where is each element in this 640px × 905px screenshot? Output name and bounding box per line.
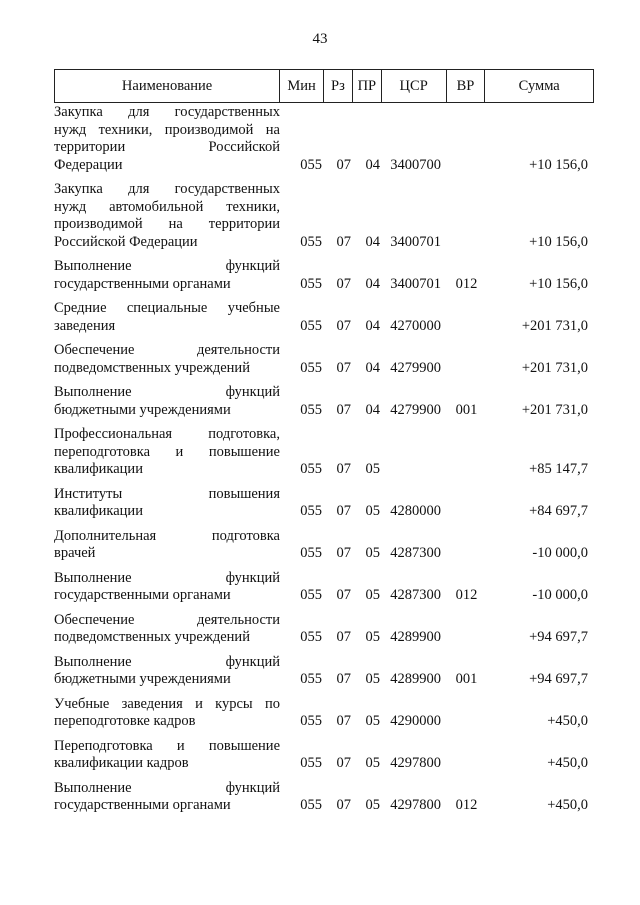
row-sum: +201 731,0	[521, 359, 588, 376]
row-sum: -10 000,0	[532, 587, 588, 603]
row-pr: 05	[365, 461, 380, 477]
header-csr: ЦСР	[382, 70, 447, 102]
row-rz: 07	[336, 156, 351, 173]
row-name-line: квалификации	[54, 461, 143, 477]
row-name-line: переподготовке кадров	[54, 713, 196, 729]
row-sum: +10 156,0	[529, 275, 588, 292]
row-min: 055	[300, 503, 322, 519]
row-name	[54, 696, 280, 731]
row-name	[54, 528, 280, 563]
row-name-line: Обеспечение деятельности	[54, 342, 280, 358]
row-name-line: Выполнение функций	[54, 258, 280, 274]
row-name-line: нужд техники, производимой на	[54, 121, 280, 138]
row-rz: 07	[336, 587, 351, 603]
row-csr: 4279900	[390, 359, 441, 376]
row-csr: 4280000	[390, 503, 441, 519]
row-name-line: нужд автомобильной техники,	[54, 198, 280, 215]
table-row	[54, 612, 594, 647]
row-name	[54, 258, 280, 293]
header-vr: ВР	[447, 70, 486, 102]
row-pr: 05	[365, 545, 380, 561]
row-name	[54, 426, 280, 479]
row-pr: 04	[365, 359, 380, 376]
row-min: 055	[300, 629, 322, 645]
table-body	[54, 104, 594, 822]
row-pr: 05	[365, 671, 380, 687]
row-csr: 4289900	[390, 671, 441, 687]
row-csr: 4289900	[390, 629, 441, 645]
row-sum: +450,0	[547, 797, 588, 813]
table-row	[54, 104, 594, 174]
row-name	[54, 570, 280, 605]
row-sum: +10 156,0	[529, 233, 588, 250]
row-name-line: врачей	[54, 545, 96, 561]
table-row	[54, 780, 594, 815]
row-name-line: Закупка для государственных	[54, 181, 280, 197]
row-sum: +450,0	[547, 713, 588, 729]
row-csr: 4279900	[390, 401, 441, 418]
table-row	[54, 654, 594, 689]
table-row	[54, 181, 594, 251]
row-rz: 07	[336, 545, 351, 561]
row-csr: 4290000	[390, 713, 441, 729]
row-min: 055	[300, 275, 322, 292]
row-name-line: Выполнение функций	[54, 384, 280, 400]
row-min: 055	[300, 461, 322, 477]
row-csr: 4287300	[390, 545, 441, 561]
row-name-line: Федерации	[54, 156, 123, 173]
row-name-line: государственными органами	[54, 275, 231, 292]
header-min: Мин	[280, 70, 324, 102]
row-name	[54, 738, 280, 773]
table-row	[54, 738, 594, 773]
row-rz: 07	[336, 401, 351, 418]
row-name-line: территории Российской	[54, 139, 280, 155]
row-name-line: Обеспечение деятельности	[54, 611, 280, 628]
row-min: 055	[300, 317, 322, 334]
row-pr: 04	[365, 156, 380, 173]
row-name-line: Институты повышения	[54, 485, 280, 502]
row-name-line: Средние специальные учебные	[54, 300, 280, 316]
row-pr: 05	[365, 587, 380, 603]
row-min: 055	[300, 671, 322, 687]
row-name	[54, 384, 280, 419]
row-rz: 07	[336, 671, 351, 687]
row-csr: 3400701	[390, 233, 441, 250]
row-sum: +94 697,7	[529, 671, 588, 687]
row-csr: 3400700	[390, 156, 441, 173]
row-rz: 07	[336, 503, 351, 519]
row-rz: 07	[336, 461, 351, 477]
header-pr: ПР	[353, 70, 382, 102]
row-min: 055	[300, 545, 322, 561]
row-pr: 04	[365, 401, 380, 418]
row-sum: +201 731,0	[521, 401, 588, 418]
row-name-line: государственными органами	[54, 587, 231, 603]
row-sum: +10 156,0	[529, 156, 588, 173]
row-name-line: Учебные заведения и курсы по	[54, 695, 280, 712]
row-sum: +94 697,7	[529, 629, 588, 645]
row-name	[54, 181, 280, 251]
row-name-line: подведомственных учреждений	[54, 629, 250, 645]
row-name-line: квалификации кадров	[54, 755, 189, 771]
row-name	[54, 486, 280, 521]
row-name-line: Дополнительная подготовка	[54, 527, 280, 544]
row-name	[54, 104, 280, 174]
row-csr: 4297800	[390, 755, 441, 771]
row-name-line: Закупка для государственных	[54, 104, 280, 120]
row-rz: 07	[336, 797, 351, 813]
row-name	[54, 654, 280, 689]
table-row	[54, 570, 594, 605]
row-vr: 012	[455, 587, 478, 603]
row-name-line: бюджетными учреждениями	[54, 401, 231, 418]
table-row	[54, 384, 594, 419]
row-sum: +85 147,7	[529, 461, 588, 477]
row-min: 055	[300, 156, 322, 173]
row-sum: +450,0	[547, 755, 588, 771]
row-name	[54, 612, 280, 647]
row-sum: -10 000,0	[532, 545, 588, 561]
row-csr: 4270000	[390, 317, 441, 334]
row-rz: 07	[336, 755, 351, 771]
row-min: 055	[300, 401, 322, 418]
row-vr: 001	[455, 401, 478, 418]
row-name-line: Переподготовка и повышение	[54, 737, 280, 754]
row-name-line: заведения	[54, 317, 116, 334]
table-row	[54, 258, 594, 293]
row-name-line: государственными органами	[54, 797, 231, 813]
row-pr: 05	[365, 503, 380, 519]
header-rz: Рз	[324, 70, 353, 102]
row-vr: 012	[455, 797, 478, 813]
row-name-line: подведомственных учреждений	[54, 359, 250, 376]
row-pr: 05	[365, 629, 380, 645]
row-rz: 07	[336, 713, 351, 729]
row-rz: 07	[336, 275, 351, 292]
row-csr: 4287300	[390, 587, 441, 603]
row-name-line: переподготовка и повышение	[54, 443, 280, 460]
table-row	[54, 486, 594, 521]
table-row	[54, 300, 594, 335]
row-vr: 012	[455, 275, 478, 292]
row-name-line: Профессиональная подготовка,	[54, 426, 280, 442]
header-name: Наименование	[55, 70, 280, 102]
row-pr: 05	[365, 713, 380, 729]
row-name	[54, 300, 280, 335]
row-name-line: Выполнение функций	[54, 569, 280, 586]
row-pr: 05	[365, 755, 380, 771]
table-row	[54, 696, 594, 731]
row-min: 055	[300, 587, 322, 603]
row-sum: +84 697,7	[529, 503, 588, 519]
row-min: 055	[300, 233, 322, 250]
row-pr: 04	[365, 233, 380, 250]
row-min: 055	[300, 755, 322, 771]
row-name-line: производимой на территории	[54, 216, 280, 232]
row-rz: 07	[336, 317, 351, 334]
row-pr: 04	[365, 317, 380, 334]
row-csr: 4297800	[390, 797, 441, 813]
row-name-line: Выполнение функций	[54, 779, 280, 796]
table-row	[54, 426, 594, 479]
row-rz: 07	[336, 359, 351, 376]
page-number: 43	[312, 31, 328, 47]
row-vr: 001	[455, 671, 478, 687]
table-header	[54, 69, 594, 103]
row-name	[54, 342, 280, 377]
row-rz: 07	[336, 233, 351, 250]
row-name-line: бюджетными учреждениями	[54, 671, 231, 687]
row-name-line: Российской Федерации	[54, 233, 198, 250]
row-min: 055	[300, 359, 322, 376]
row-name-line: Выполнение функций	[54, 653, 280, 670]
row-min: 055	[300, 797, 322, 813]
table-row	[54, 342, 594, 377]
row-name	[54, 780, 280, 815]
row-pr: 05	[365, 797, 380, 813]
row-min: 055	[300, 713, 322, 729]
row-sum: +201 731,0	[521, 317, 588, 334]
table-row	[54, 528, 594, 563]
row-name-line: квалификации	[54, 503, 143, 519]
row-pr: 04	[365, 275, 380, 292]
row-csr: 3400701	[390, 275, 441, 292]
header-sum: Сумма	[518, 77, 560, 94]
row-rz: 07	[336, 629, 351, 645]
